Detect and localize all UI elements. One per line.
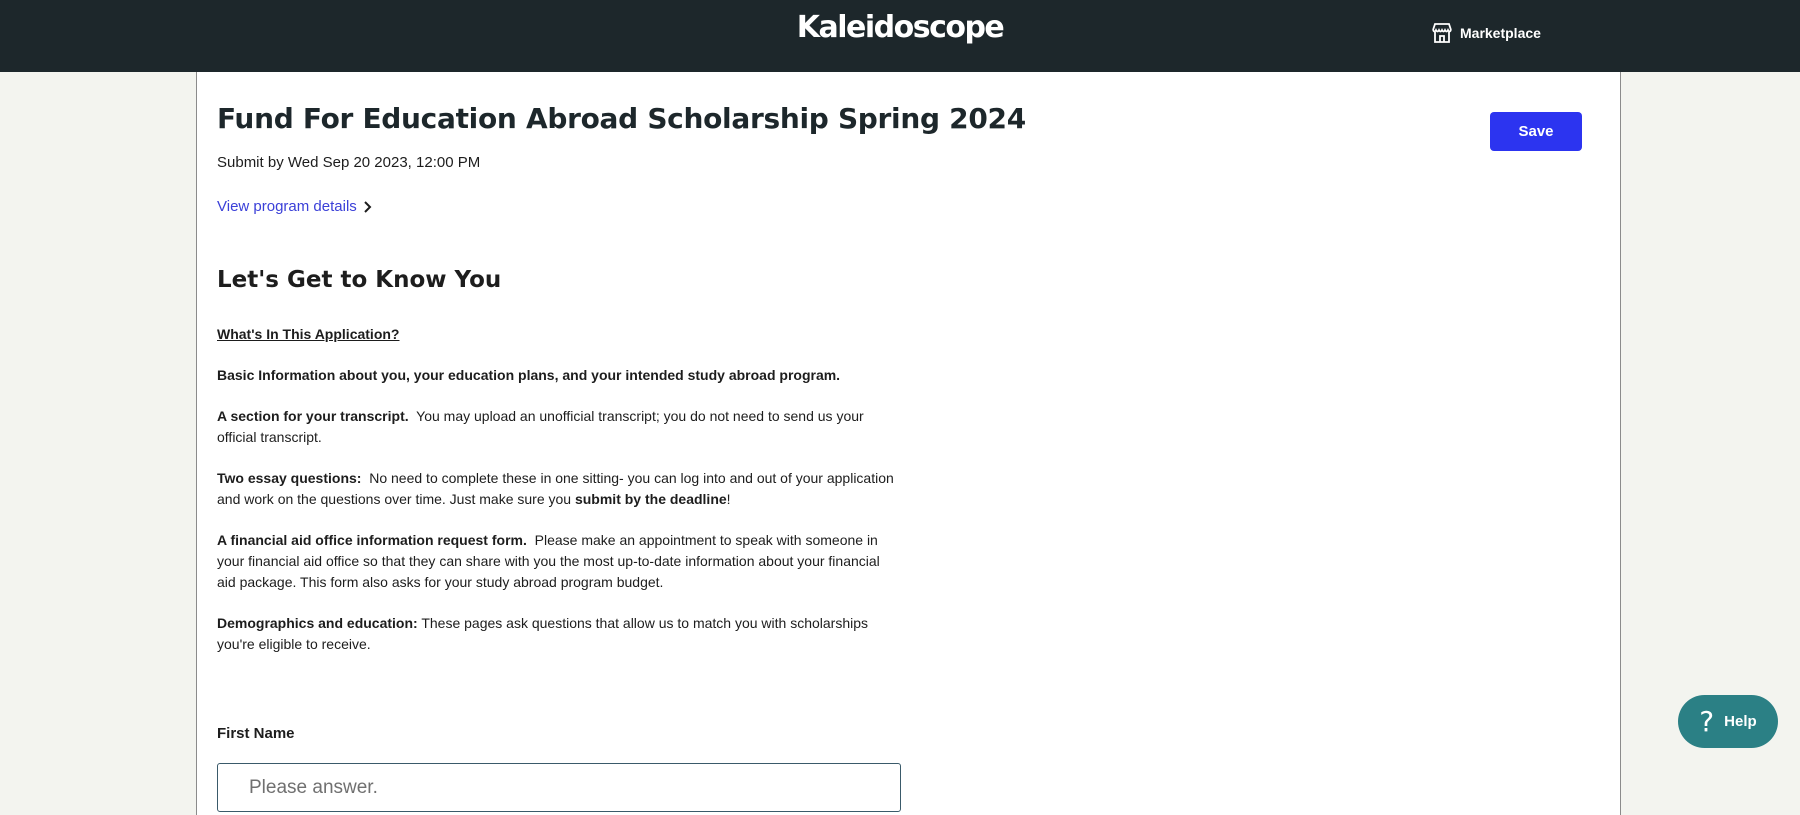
- save-button[interactable]: Save: [1490, 112, 1582, 151]
- question-mark-icon: ?: [1699, 704, 1715, 738]
- overview-item-bold: A financial aid office information request form.: [217, 532, 527, 548]
- view-program-details-label: View program details: [217, 198, 357, 215]
- overview-item-financial-aid: [217, 530, 897, 593]
- top-navigation-bar: [0, 0, 1800, 72]
- program-title: Fund For Education Abroad Scholarship Spring 2024: [217, 102, 1026, 135]
- help-label: Help: [1724, 713, 1757, 730]
- marketplace-link[interactable]: [1430, 20, 1541, 46]
- overview-item-text: These pages ask questions that allow us to match you with scholarships you're eligible to receive.: [217, 615, 872, 652]
- overview-item-bold: Demographics and education:: [217, 615, 418, 631]
- deadline-emphasis: submit by the deadline: [574, 491, 727, 507]
- chevron-right-icon: [363, 200, 373, 214]
- section-title: Let's Get to Know You: [217, 267, 502, 293]
- overview-item-text: You may upload an unofficial transcript; you do not need to send us your official transcript.: [217, 408, 868, 445]
- submission-deadline: Submit by Wed Sep 20 2023, 12:00 PM: [217, 154, 481, 171]
- marketplace-label: Marketplace: [1460, 25, 1541, 41]
- application-panel: [196, 72, 1621, 815]
- overview-item-bold: Two essay questions:: [217, 470, 362, 486]
- overview-item-text: No need to complete these in one sitting- you can log into and out of your application and work on the questions over time. Just make sure you: [217, 470, 898, 507]
- overview-item-bold: Basic Information about you, your education plans, and your intended study abroad program.: [217, 367, 841, 383]
- overview-item-transcript: [217, 406, 897, 448]
- first-name-input[interactable]: [217, 763, 901, 812]
- overview-item-text: Please make an appointment to speak with someone in your financial aid office so that they can share with you the most up-to-date information about your financial aid package. This form also asks for your study abroad program budget.: [217, 532, 884, 590]
- overview-item-demographics: [217, 613, 897, 655]
- store-icon: [1430, 21, 1454, 45]
- kaleidoscope-logo[interactable]: Kaleidoscope: [796, 10, 1004, 45]
- overview-item-basic-info: [217, 365, 897, 386]
- overview-item-essays: [217, 468, 897, 510]
- view-program-details-link[interactable]: [217, 198, 373, 215]
- application-overview: [217, 324, 897, 675]
- overview-item-text: !: [726, 491, 731, 507]
- first-name-label: First Name: [217, 725, 295, 742]
- overview-item-bold: A section for your transcript.: [217, 408, 409, 424]
- overview-heading: What's In This Application?: [217, 326, 400, 342]
- help-button[interactable]: [1678, 695, 1778, 748]
